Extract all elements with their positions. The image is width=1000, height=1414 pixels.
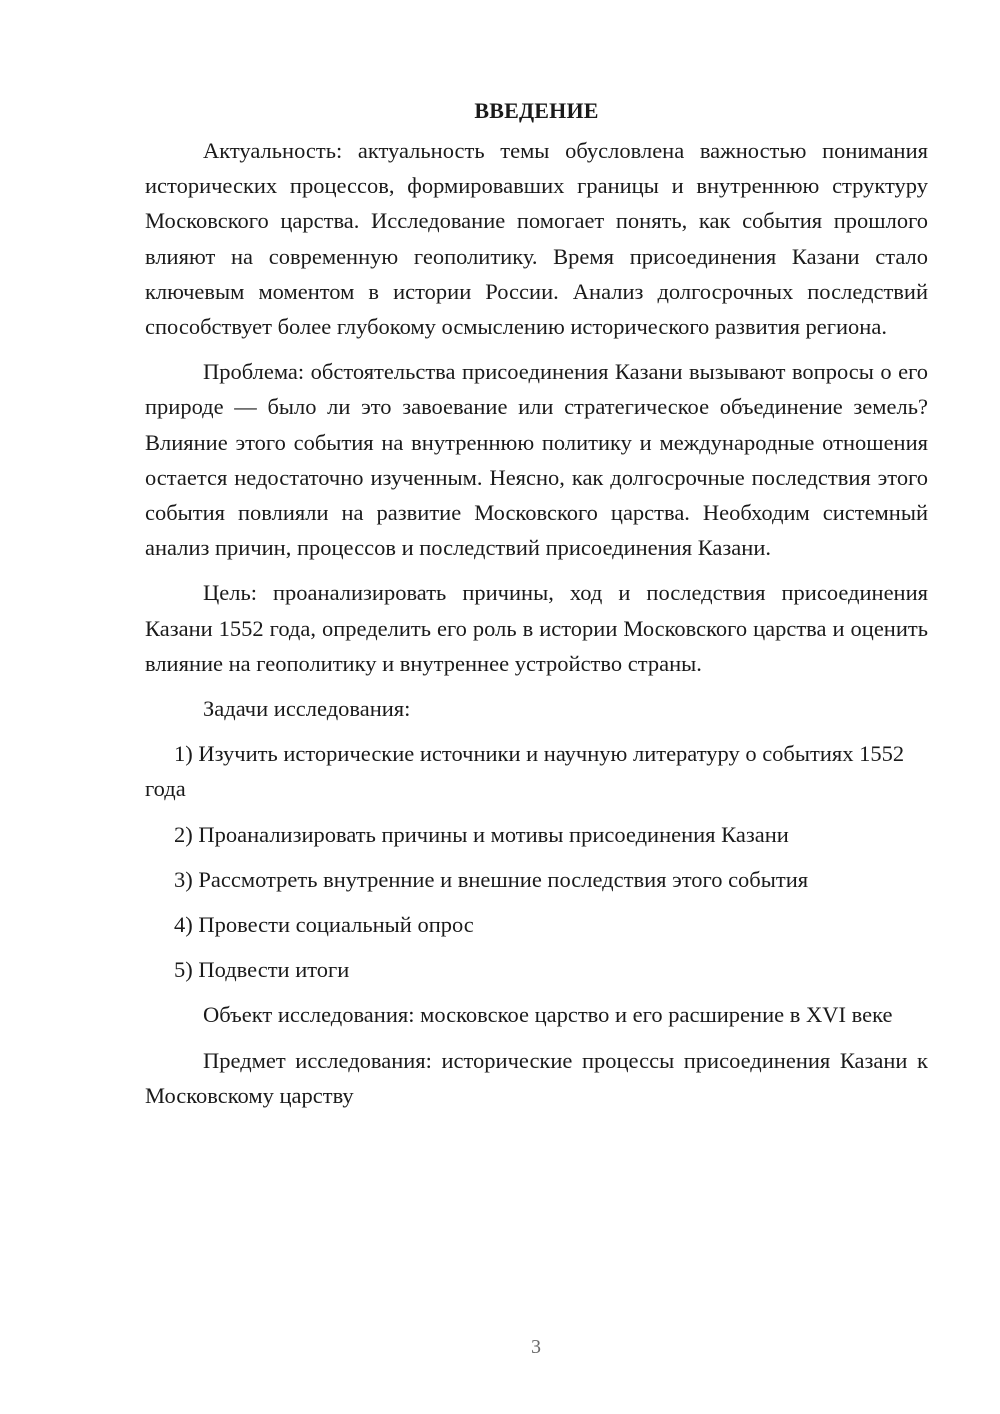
object-paragraph: Объект исследования: московское царство и его расширение в XVI веке <box>203 1002 893 1028</box>
subject-paragraph: Предмет исследования: исторические процессы присоединения Казани к Московскому царству <box>145 1047 928 1108</box>
problem-paragraph: Проблема: обстоятельства присоединения Казани вызывают вопросы о его природе — было ли это завоевание или стратегическое объединение земель? Влияние этого события на внутреннюю политику и международные отношения остается недостаточно изученным. Неясно, как долгосрочные последствия этого события повлияли на развитие Московского царства. Необходим системный анализ причин, процессов и последствий присоединения Казани. <box>145 359 928 561</box>
relevance-paragraph: Актуальность: актуальность темы обусловлена важностью понимания исторических процессов, формировавших границы и внутреннюю структуру Московского царства. Исследование помогает понять, как события прошлого влияют на современную геополитику. Время присоединения Казани стало ключевым моментом в истории России. Анализ долгосрочных последствий способствует более глубокому осмыслению исторического развития региона. <box>145 138 928 340</box>
task-item-2: 2) Проанализировать причины и мотивы присоединения Казани <box>174 821 789 847</box>
task-item-1: 1) Изучить исторические источники и научную литературу о событиях 1552 года <box>145 741 905 802</box>
page-number: 3 <box>531 1336 541 1358</box>
task-item-5: 5) Подвести итоги <box>174 957 350 983</box>
goal-paragraph: Цель: проанализировать причины, ход и последствия присоединения Казани 1552 года, определить его роль в истории Московского царства и оценить влияние на геополитику и внутреннее устройство страны. <box>145 580 928 676</box>
tasks-heading: Задачи исследования: <box>203 696 411 722</box>
page-content <box>145 95 928 1123</box>
task-item-3: 3) Рассмотреть внутренние и внешние последствия этого события <box>174 866 809 892</box>
page-title: ВВЕДЕНИЕ <box>474 98 599 123</box>
task-item-4: 4) Провести социальный опрос <box>174 912 474 938</box>
